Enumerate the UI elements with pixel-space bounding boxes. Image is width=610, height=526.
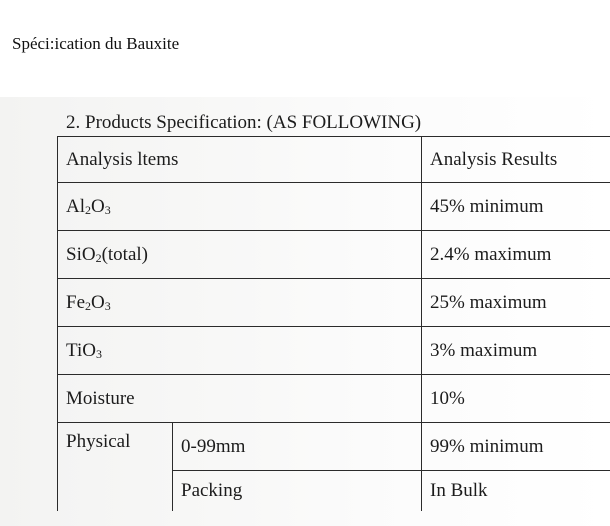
result-moisture: 10% [422,375,610,423]
item-al2o3: $Al_2O_3$ [58,183,422,231]
table-row [58,423,610,471]
table-row [58,375,610,423]
physical-result-packing: In Bulk [422,471,610,512]
item-fe2o3: $Fe_2O_3$ [58,279,422,327]
table-row [58,183,610,231]
physical-spec-packing: Packing [173,471,422,512]
header-analysis-items: Analysis ltems [58,137,422,183]
result-tio3: 3% maximum [422,327,610,375]
item-moisture: Moisture [58,375,422,423]
table-row [58,327,610,375]
item-physical: Physical [58,423,173,512]
result-al2o3: 45% minimum [422,183,610,231]
table-header-row [58,137,610,183]
section-title: 2. Products Specification: (AS FOLLOWING) [66,112,422,133]
physical-result-size: 99% minimum [422,423,610,471]
page-heading: Spéci:ication du Bauxite [12,34,180,53]
result-sio2: 2.4% maximum [422,231,610,279]
table-row [58,279,610,327]
specification-table [57,136,610,511]
physical-spec-size: 0-99mm [173,423,422,471]
item-tio3: TiO$_3$ [58,327,422,375]
item-sio2: SiO$_2$(total) [58,231,422,279]
result-fe2o3: 25% maximum [422,279,610,327]
header-analysis-results: Analysis Results [422,137,610,183]
table-row [58,231,610,279]
